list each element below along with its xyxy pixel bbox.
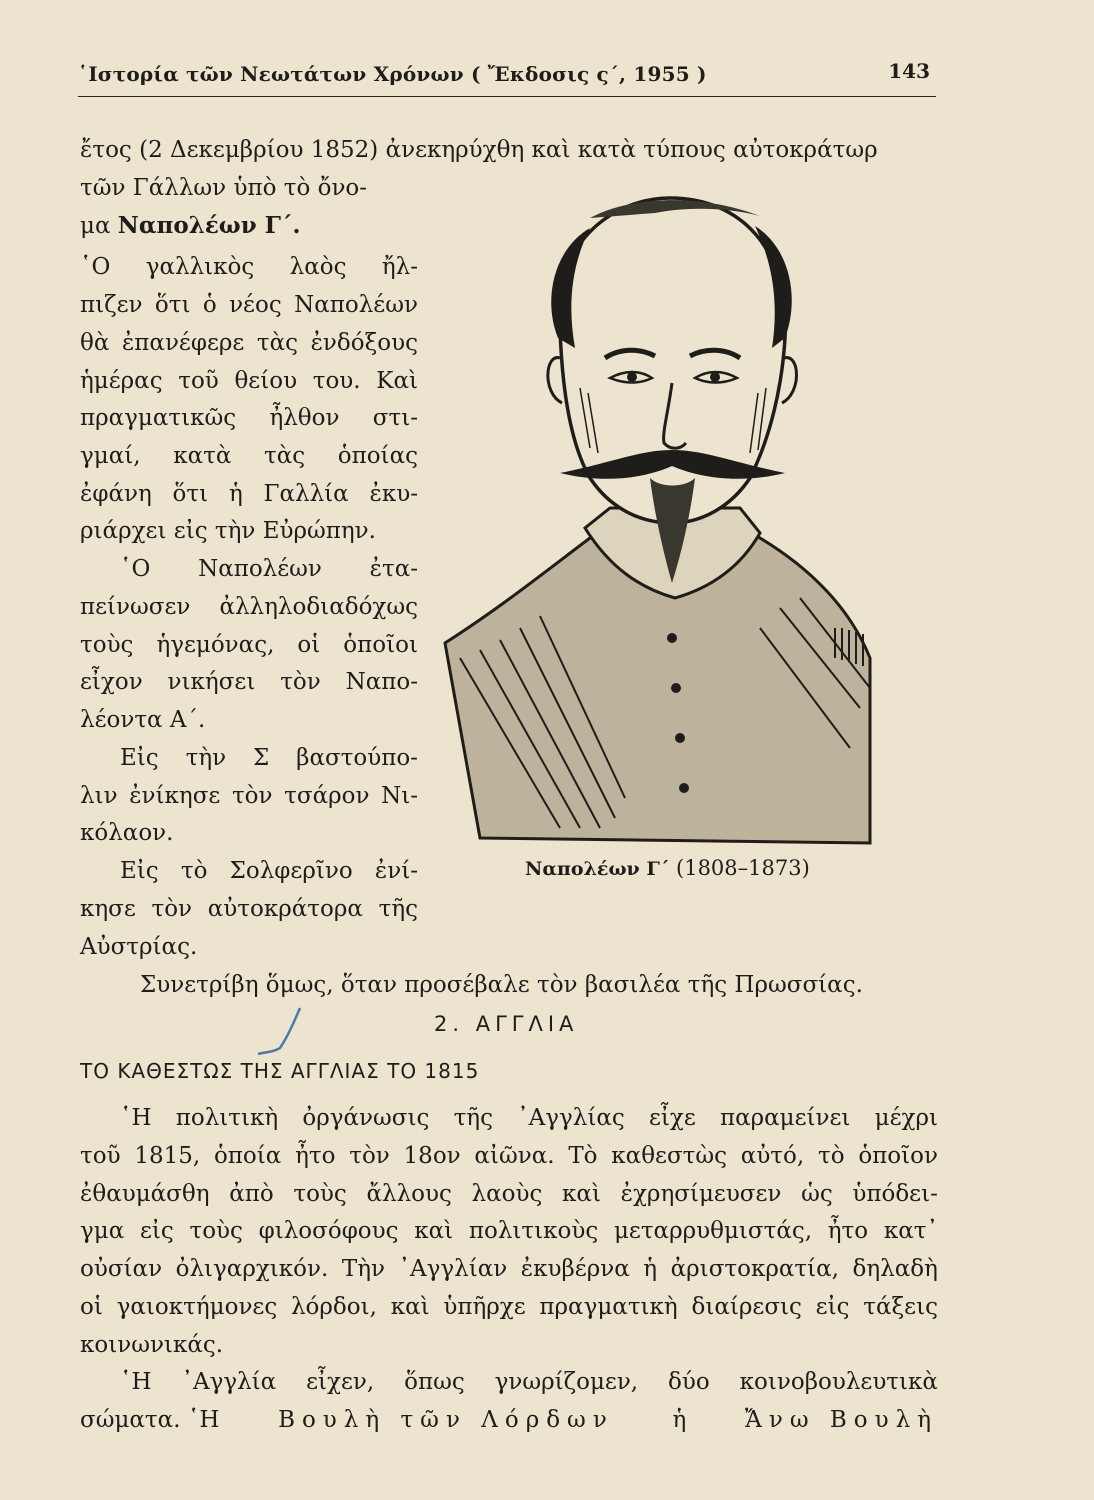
text-fragment: μα	[80, 213, 111, 239]
text-line: πείνωσεν ἀλληλοδιαδόχως	[80, 594, 418, 620]
caption-name: Ναπολέων Γ΄	[525, 858, 670, 880]
subsection-heading: ΤΟ ΚΑΘΕΣΤΩΣ ΤΗΣ ΑΓΓΛΙΑΣ ΤΟ 1815	[80, 1059, 480, 1083]
text-line: Εἰς τὴν Σ βαστούπο-	[120, 745, 418, 771]
emphasized-name: Ναπολέων Γ΄.	[117, 212, 301, 239]
text-line: λιν ἐνίκησε τὸν τσάρον Νι-	[80, 783, 418, 809]
caption-years: (1808–1873)	[676, 856, 810, 880]
text-line: εἶχον νικήσει τὸν Ναπο-	[80, 669, 418, 695]
text-line: λέοντα Α΄.	[80, 707, 206, 733]
text-fragment: ἡ	[672, 1407, 687, 1433]
text-line: ἡμέρας τοῦ θείου του. Καὶ	[80, 368, 418, 394]
text-line: ἔτος (2 Δεκεμβρίου 1852) ἀνεκηρύχθη καὶ κατὰ τύπους αὐτοκράτωρ	[80, 137, 878, 163]
text-line: πραγματικῶς ἦλθον στι-	[80, 405, 418, 431]
page-number: 143	[888, 59, 930, 83]
text-line: ῾Ο Ναπολέων ἐτα-	[120, 556, 418, 582]
text-line: ῾Ο γαλλικὸς λαὸς ἤλ-	[80, 254, 418, 280]
text-line: οὐσίαν ὀλιγαρχικόν. Τὴν ᾿Αγγλίαν ἐκυβέρνα ἡ ἀριστοκρατία, δηλαδὴ	[80, 1256, 938, 1282]
text-line	[80, 211, 301, 241]
running-title: ῾Ιστορία τῶν Νεωτάτων Χρόνων ( Ἔκδοσις ς΄, 1955 )	[78, 62, 707, 86]
text-line: ριάρχει εἰς τὴν Εὐρώπην.	[80, 518, 376, 544]
portrait-caption	[525, 856, 810, 880]
text-line: θὰ ἐπανέφερε τὰς ἐνδόξους	[80, 330, 418, 356]
napoleon-iii-portrait	[440, 188, 880, 848]
text-line: πιζεν ὅτι ὁ νέος Ναπολέων	[80, 292, 418, 318]
text-line: Εἰς τὸ Σολφερῖνο ἐνί-	[120, 858, 418, 884]
spaced-term: Ἄνω Βουλὴ	[744, 1407, 938, 1433]
section-heading: 2. ΑΓΓΛΙΑ	[434, 1012, 579, 1036]
text-line: τῶν Γάλλων ὑπὸ τὸ ὄνο-	[80, 175, 368, 201]
text-line: ῾Η πολιτικὴ ὀργάνωσις τῆς ᾿Αγγλίας εἶχε παραμείνει μέχρι	[120, 1105, 938, 1131]
text-line: κόλαον.	[80, 820, 174, 846]
text-line	[80, 1405, 938, 1435]
text-line: Αὐστρίας.	[80, 934, 198, 960]
spaced-term: Βουλὴ τῶν Λόρδων	[278, 1407, 614, 1433]
text-line: ῾Η ᾿Αγγλία εἶχεν, ὅπως γνωρίζομεν, δύο κοινοβουλευτικὰ	[120, 1369, 938, 1395]
running-header	[78, 59, 936, 97]
text-line: τοὺς ἡγεμόνας, οἱ ὁποῖοι	[80, 632, 418, 658]
text-line: γμαί, κατὰ τὰς ὁποίας	[80, 443, 418, 469]
text-line: ἐφάνη ὅτι ἡ Γαλλία ἐκυ-	[80, 481, 418, 507]
pen-mark-icon	[252, 1002, 312, 1062]
text-line: ἐθαυμάσθη ἀπὸ τοὺς ἄλλους λαοὺς καὶ ἐχρησίμευσεν ὡς ὑπόδει-	[80, 1181, 938, 1207]
text-line: οἱ γαιοκτήμονες λόρδοι, καὶ ὑπῆρχε πραγματικὴ διαίρεσις εἰς τάξεις	[80, 1294, 938, 1320]
text-line: κησε τὸν αὐτοκράτορα τῆς	[80, 896, 418, 922]
text-line: κοινωνικάς.	[80, 1332, 224, 1358]
text-fragment: σώματα. ῾Η	[80, 1407, 220, 1433]
text-line: Συνετρίβη ὅμως, ὅταν προσέβαλε τὸν βασιλέα τῆς Πρωσσίας.	[140, 972, 863, 998]
text-line: τοῦ 1815, ὁποία ἦτο τὸν 18ον αἰῶνα. Τὸ καθεστὼς αὐτό, τὸ ὁποῖον	[80, 1143, 938, 1169]
text-line: γμα εἰς τοὺς φιλοσόφους καὶ πολιτικοὺς μεταρρυθμιστάς, ἦτο κατ᾿	[80, 1218, 938, 1244]
